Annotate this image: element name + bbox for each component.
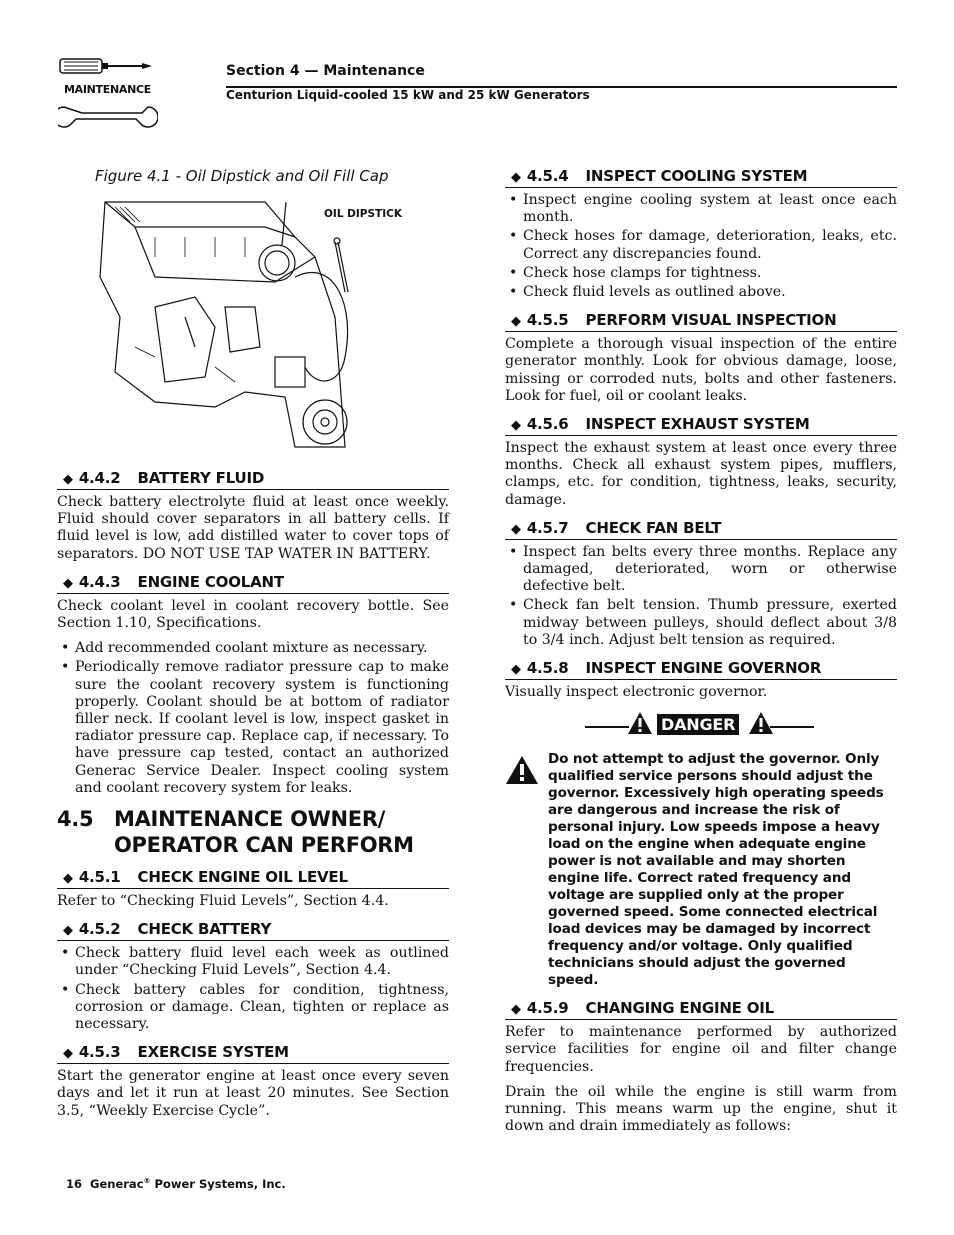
maintenance-logo xyxy=(58,57,158,129)
warning-triangle-icon xyxy=(748,711,774,735)
oil-dipstick-label: OIL DIPSTICK xyxy=(324,208,402,220)
page-number: 16 xyxy=(66,1177,83,1191)
list-item: • Check hose clamps for tightness. xyxy=(509,264,762,281)
diamond-icon: ◆ xyxy=(63,1046,73,1062)
engine-coolant-text: Check coolant level in coolant recovery bottle. See Section 1.10, Specifications. xyxy=(57,597,449,632)
diamond-icon: ◆ xyxy=(511,662,521,678)
banner-rule xyxy=(770,726,814,727)
governor-text: Visually inspect electronic governor. xyxy=(505,684,768,701)
list-item: • Inspect engine cooling system at least once each month. xyxy=(509,192,897,226)
check-oil-text: Refer to “Checking Fluid Levels”, Section 4.4. xyxy=(57,893,389,910)
visual-inspection-text: Complete a thorough visual inspection of the entire generator monthly. Look for obvious damage, loose, missing or corroded nuts, bolts and other fasteners. Look for fuel, oil or coolant leaks. xyxy=(505,336,897,404)
diamond-icon: ◆ xyxy=(63,575,73,591)
danger-banner xyxy=(505,711,897,745)
engine-figure xyxy=(57,197,449,459)
list-item: • Check battery fluid level each week as outlined under “Checking Fluid Levels”, Section 4.4. xyxy=(61,945,449,979)
check-battery-list xyxy=(57,945,449,1033)
footer-company: Generac xyxy=(90,1177,144,1191)
danger-notice xyxy=(505,751,897,989)
page-footer: 16 Generac® Power Systems, Inc. xyxy=(66,1177,286,1191)
heading-4-5-2: ◆ 4.5.2 CHECK BATTERY xyxy=(57,920,449,941)
logo-text: MAINTENANCE xyxy=(64,83,151,96)
list-item: • Check fluid levels as outlined above. xyxy=(509,284,786,301)
list-item: • Inspect fan belts every three months. Replace any damaged, deteriorated, worn or otherwise defective belt. xyxy=(509,543,897,595)
danger-text: Do not attempt to adjust the governor. Only qualified service persons should adjust the governor. Excessively high operating speeds are dangerous and increase the risk of personal injury. Low speeds impose a heavy load on the engine when adequate engine power is not available and may shorten engine life. Correct rated frequency and voltage are supplied only at the proper governed speed. Some connected electrical load devices may be damaged by incorrect frequency and/or voltage. Only qualified technicians should adjust the governed speed. xyxy=(548,751,884,989)
heading-4-5-9: ◆ 4.5.9 CHANGING ENGINE OIL xyxy=(505,999,897,1020)
diamond-icon: ◆ xyxy=(63,871,73,887)
header-subtitle: Centurion Liquid-cooled 15 kW and 25 kW Generators xyxy=(226,88,590,102)
danger-label: DANGER xyxy=(657,714,739,735)
warning-triangle-icon xyxy=(627,711,653,735)
left-column xyxy=(57,167,449,1128)
diamond-icon: ◆ xyxy=(511,521,521,537)
diamond-icon: ◆ xyxy=(63,472,73,487)
list-item: • Check hoses for damage, deterioration, leaks, etc. Correct any discrepancies found. xyxy=(509,228,897,262)
list-item: • Check battery cables for condition, tightness, corrosion or damage. Clean, tighten or replace as necessary. xyxy=(61,981,449,1033)
diamond-icon: ◆ xyxy=(63,923,73,939)
heading-4-5-1: ◆ 4.5.1 CHECK ENGINE OIL LEVEL xyxy=(57,868,449,889)
diamond-icon: ◆ xyxy=(511,314,521,330)
banner-rule xyxy=(585,726,629,727)
heading-4-4-3: ◆ 4.4.3 ENGINE COOLANT xyxy=(57,573,449,594)
list-item: • Periodically remove radiator pressure cap to make sure the coolant recovery system is functioning properly. Coolant should be at bottom of radiator filler neck. If coolant level is low, inspect gasket in radiator pressure cap. Replace cap, if necessary. To have pressure cap tested, contact an authorized Generac Service Dealer. Inspect cooling system and coolant recovery system for leaks. xyxy=(61,659,449,796)
heading-4-5-7: ◆ 4.5.7 CHECK FAN BELT xyxy=(505,519,897,540)
fan-belt-list xyxy=(505,544,897,649)
figure-caption: Figure 4.1 - Oil Dipstick and Oil Fill Cap xyxy=(95,167,389,185)
diamond-icon: ◆ xyxy=(511,418,521,434)
heading-4-5-6: ◆ 4.5.6 INSPECT EXHAUST SYSTEM xyxy=(505,415,897,436)
right-column xyxy=(505,167,897,1143)
warning-triangle-icon xyxy=(505,755,539,785)
changing-oil-text-2: Drain the oil while the engine is still warm from running. This means warm up the engine, shut it down and drain immediately as follows: xyxy=(505,1083,897,1135)
header-section-title: Section 4 — Maintenance xyxy=(226,63,425,79)
diamond-icon: ◆ xyxy=(511,170,521,185)
engine-illustration xyxy=(95,197,395,452)
list-item: • Check fan belt tension. Thumb pressure, exerted midway between pulleys, should deflect about 3/8 to 3/4 inch. Adjust belt tension as required. xyxy=(509,597,897,648)
heading-4-5-4: ◆ 4.5.4 INSPECT COOLING SYSTEM xyxy=(505,167,897,188)
exercise-system-text: Start the generator engine at least once every seven days and let it run at least 20 minutes. See Section 3.5, “Weekly Exercise Cycle”. xyxy=(57,1068,449,1119)
heading-4-4-2: ◆ 4.4.2 BATTERY FLUID xyxy=(57,469,449,490)
diamond-icon: ◆ xyxy=(511,1002,521,1018)
heading-4-5-3: ◆ 4.5.3 EXERCISE SYSTEM xyxy=(57,1043,449,1064)
changing-oil-text-1: Refer to maintenance performed by authorized service facilities for engine oil and filter change frequencies. xyxy=(505,1024,897,1075)
list-item: • Add recommended coolant mixture as necessary. xyxy=(61,640,428,657)
battery-fluid-text: Check battery electrolyte fluid at least once weekly. Fluid should cover separators in all battery cells. If fluid level is low, add distilled water to cover tops of separators. DO NOT USE TAP WATER IN BATTERY. xyxy=(57,494,449,562)
cooling-system-list xyxy=(505,192,897,301)
heading-4-5-5: ◆ 4.5.5 PERFORM VISUAL INSPECTION xyxy=(505,311,897,332)
exhaust-system-text: Inspect the exhaust system at least once every three months. Check all exhaust system pipes, mufflers, clamps, etc. for condition, tightness, leaks, security, damage. xyxy=(505,440,897,508)
engine-coolant-list xyxy=(57,640,449,797)
heading-4-5-8: ◆ 4.5.8 INSPECT ENGINE GOVERNOR xyxy=(505,659,897,680)
heading-4-5: 4.5 MAINTENANCE OWNER/ OPERATOR CAN PERFORM xyxy=(57,807,414,857)
